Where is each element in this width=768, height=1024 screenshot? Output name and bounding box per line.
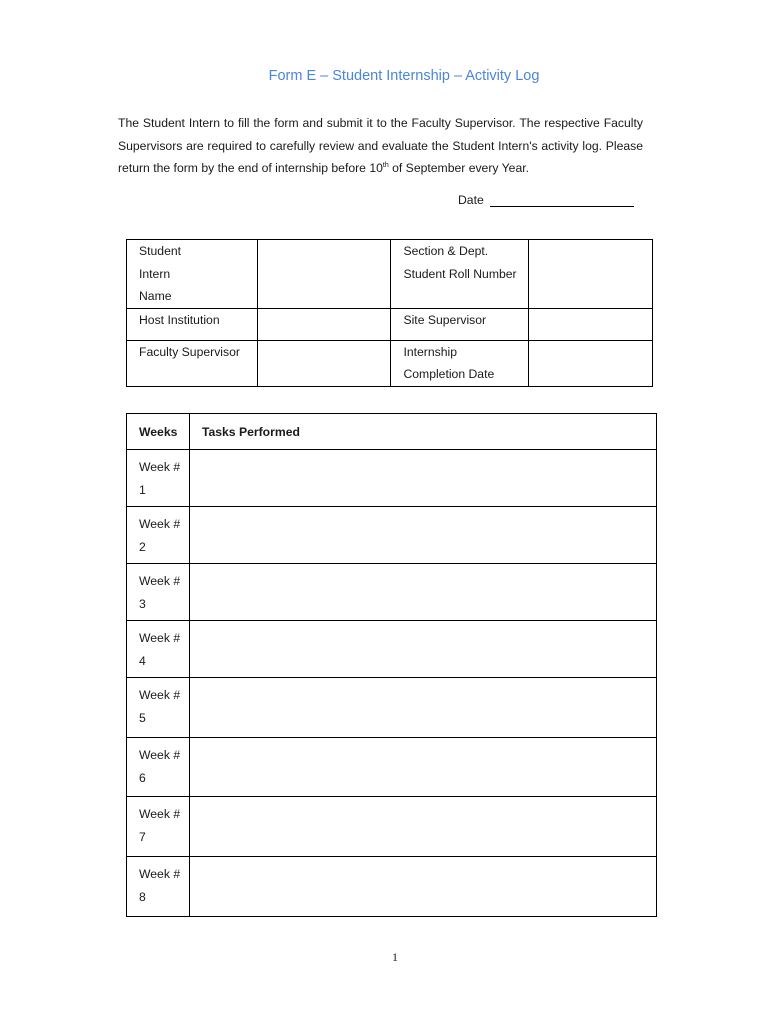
student-intern-name-field[interactable]: [257, 240, 391, 309]
week-tasks-field[interactable]: [189, 621, 656, 678]
week-label: Week # 6: [127, 738, 190, 797]
host-institution-field[interactable]: [257, 308, 391, 340]
week-tasks-field[interactable]: [189, 507, 656, 564]
week-tasks-field[interactable]: [189, 797, 656, 857]
section-roll-label: Section & Dept. Student Roll Number: [391, 240, 529, 309]
weeks-header: Weeks: [127, 414, 190, 450]
host-institution-label: Host Institution: [127, 308, 258, 340]
student-intern-name-label: Student Intern Name: [127, 240, 258, 309]
week-tasks-field[interactable]: [189, 738, 656, 797]
week-label: Week # 5: [127, 678, 190, 738]
date-input-line[interactable]: [490, 192, 634, 207]
intro-text-end: of September every Year.: [388, 161, 529, 175]
faculty-supervisor-label: Faculty Supervisor: [127, 340, 258, 386]
completion-date-field[interactable]: [529, 340, 653, 386]
week-tasks-field[interactable]: [189, 564, 656, 621]
intro-paragraph: [118, 112, 643, 180]
week-label: Week # 1: [127, 450, 190, 507]
site-supervisor-field[interactable]: [529, 308, 653, 340]
section-roll-field[interactable]: [529, 240, 653, 309]
completion-date-label: Internship Completion Date: [391, 340, 529, 386]
activity-log-table: [126, 413, 657, 917]
week-label: Week # 4: [127, 621, 190, 678]
week-label: Week # 2: [127, 507, 190, 564]
intern-info-table: [126, 239, 653, 387]
week-tasks-field[interactable]: [189, 857, 656, 917]
week-label: Week # 7: [127, 797, 190, 857]
week-tasks-field[interactable]: [189, 678, 656, 738]
week-tasks-field[interactable]: [189, 450, 656, 507]
tasks-header: Tasks Performed: [189, 414, 656, 450]
week-label: Week # 3: [127, 564, 190, 621]
form-title: Form E – Student Internship – Activity Log: [268, 68, 540, 84]
site-supervisor-label: Site Supervisor: [391, 308, 529, 340]
intro-text-main: The Student Intern to fill the form and submit it to the Faculty Supervisor. The respective Faculty Supervisors are required to carefully review and evaluate the Student Intern's activity log. Please return the form by the end of internship before 10: [118, 116, 643, 175]
page-number: 1: [392, 950, 398, 964]
date-label: Date: [458, 193, 484, 207]
date-field: [458, 192, 634, 207]
week-label: Week # 8: [127, 857, 190, 917]
faculty-supervisor-field[interactable]: [257, 340, 391, 386]
intro-superscript: th: [382, 162, 389, 169]
